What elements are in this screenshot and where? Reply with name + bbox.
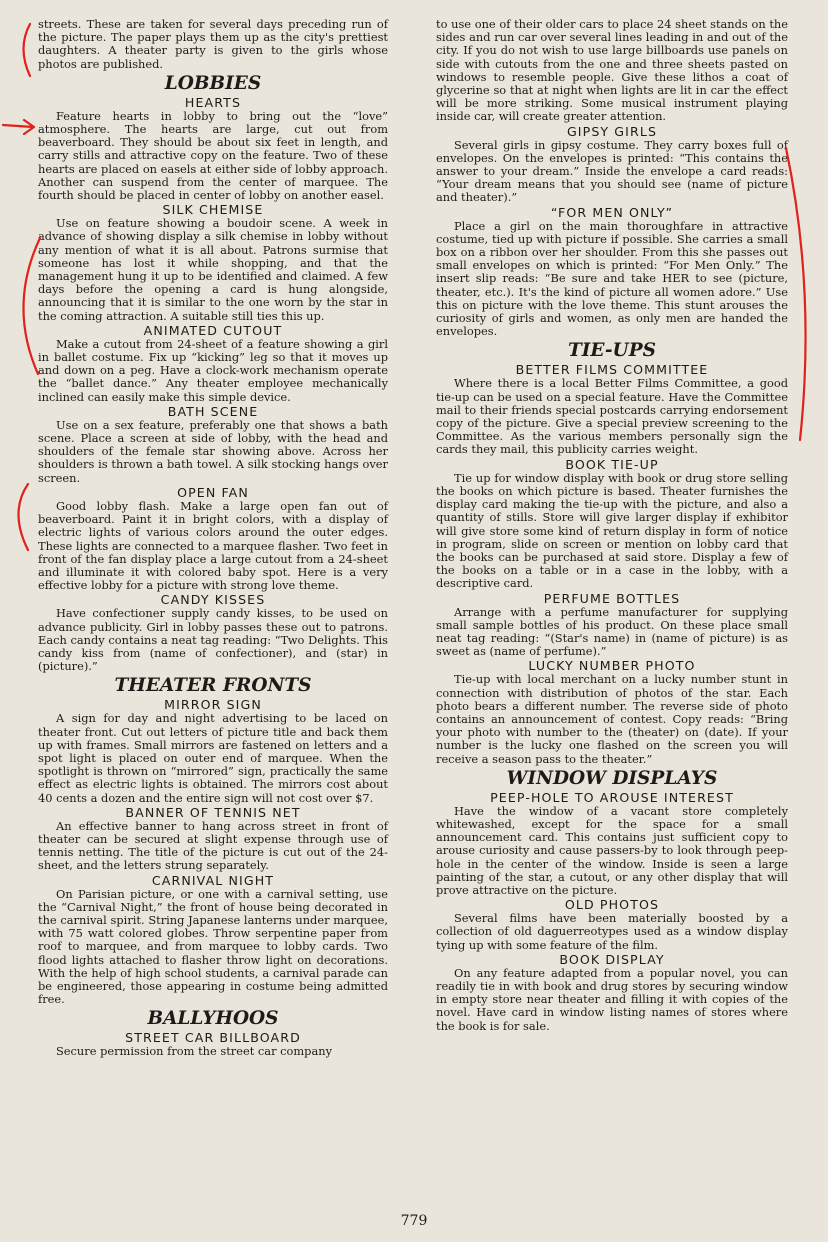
article-paragraph: Use on a sex feature, preferably one that shows a bath scene. Place a screen at side of lobby, with the head and shoulders of the female star showing above. Across her shoulders is thrown a bath towel. A silk stocking hangs over screen. <box>38 417 388 485</box>
bracket-mark-top <box>24 24 31 76</box>
article-paragraph: Where there is a local Better Films Committee, a good tie-up can be used on a special feature. Have the Committee mail to their friends special postcards carrying endorsement copy of the picture. Give a special preview screening to the Committee. As the various members personally sign the cards they mail, this publicity carries weight. <box>436 376 788 457</box>
article-heading: LUCKY NUMBER PHOTO <box>528 658 696 674</box>
article-paragraph: Make a cutout from 24-sheet of a feature showing a girl in ballet costume. Fix up “kicking” leg so that it moves up and down on a peg. Have a clock-work mechanism operate the “ballet dance.” Any theater employee mechanically inclined can easily make this simple device. <box>38 336 388 404</box>
arrow-mark-hearts <box>3 120 34 134</box>
article-paragraph: to use one of their older cars to place 24 sheet stands on the sides and run car over several lines leading in and out of the city. If you do not wish to use large billboards use panels on side with cutouts from the one and three sheets pasted on windows to resemble people. Give these lithos a coat of glycerine so that at night when lights are lit in car the effect will be more striking. Some musical instrument playing inside car, will create greater attention. <box>436 17 788 124</box>
article-heading: BATH SCENE <box>167 403 259 419</box>
article-paragraph: Place a girl on the main thoroughfare in attractive costume, tied up with picture if possible. She carries a small box on a ribbon over her shoulder. From this she passes out small envelopes on which is printed: “For Men Only.” The insert slip reads: “Be sure and take HER to see (picture, theater, etc.). It's the kind of picture all women adore.” Use this on picture with the love theme. This stunt arouses the curiosity of girls and women, as only men are handed the envelopes. <box>436 218 788 339</box>
article-paragraph: Tie-up with local merchant on a lucky number stunt in connection with distribution of photos of the star. Each photo bears a different number. The reverse side of photo contains an announcement of contest. Copy reads: “Bring your photo with number to the (theater) on (date). If your number is the lucky one flashed on the screen you will receive a season pass to the theater.” <box>436 672 788 766</box>
article-paragraph: Several girls in gipsy costume. They carry boxes full of envelopes. On the envelopes is printed: “This contains the answer to your dream.” Inside the envelope a card reads: “Your dream means that you should see (name of picture and theater).” <box>436 137 788 205</box>
article-heading: CARNIVAL NIGHT <box>151 872 275 888</box>
section-title: TIE-UPS <box>568 340 656 362</box>
article-paragraph: Have the window of a vacant store completely whitewashed, except for the space for a small announcement card. This contains just sufficient copy to arouse curiosity and cause passers-by to look through peep-hole in the center of the window. Inside is seen a large painting of the star, a cutout, or any other display that will prove attractive on the picture. <box>436 803 788 897</box>
article-heading: BOOK DISPLAY <box>559 951 665 967</box>
article-paragraph: On Parisian picture, or one with a carnival setting, use the “Carnival Night,” the front of house being decorated in the carnival spirit. String Japanese lanterns under marquee, with 75 watt colored globes. Throw serpentine paper from roof to marquee, and from marquee to lobby cards. Two flood lights attached to flasher throw light on decorations. With the help of high school students, a carnival parade can be engineered, those appearing in costume being admitted free. <box>38 886 388 1007</box>
article-heading: PERFUME BOTTLES <box>543 590 681 606</box>
page-number: 779 <box>400 1213 428 1229</box>
article-heading: STREET CAR BILLBOARD <box>125 1030 301 1046</box>
article-paragraph: Use on feature showing a boudoir scene. A week in advance of showing display a silk chemise in lobby without any mention of what it is all about. Patrons surmise that someone has lost it while shopping, and that the management hung it up to be identified and claimed. A few days before the opening a card is hung alongside, announcing that it is similar to the one worn by the star in the coming attraction. A suitable still ties this up. <box>38 216 388 323</box>
article-heading: BOOK TIE-UP <box>565 456 659 472</box>
article-paragraph: Have confectioner supply candy kisses, to be used on advance publicity. Girl in lobby passes these out to patrons. Each candy contains a neat tag reading: “Two Delights. This candy kiss from (name of confectioner), and (star) in (picture).” <box>38 606 388 674</box>
article-heading: BANNER OF TENNIS NET <box>125 804 301 820</box>
bracket-mark-silk-chemise <box>23 238 40 374</box>
article-heading: CANDY KISSES <box>160 592 266 608</box>
section-title: LOBBIES <box>164 72 262 94</box>
article-paragraph: Good lobby flash. Make a large open fan out of beaverboard. Paint it in bright colors, with a display of electric lights of various colors around the outer edges. These lights are connected to a marquee flasher. Two feet in front of the fan display place a large cutout from a 24-sheet and illuminate it with colored baby spot. Here is a very effective lobby for a picture with strong love theme. <box>38 498 388 593</box>
article-heading: HEARTS <box>184 94 242 110</box>
article-paragraph: Tie up for window display with book or drug store selling the books on which picture is based. Theater furnishes the display card making the tie-up with the picture, and also a quantity of stills. Store will give larger display if exhibitor will give store some kind of return display in form of notice in program, slide on screen or mention on lobby card that the books can be purchased at said store. Display a few of the books on a table or in a case in the lobby, with a descriptive card. <box>436 470 788 591</box>
article-heading: BETTER FILMS COMMITTEE <box>515 362 709 378</box>
article-heading: GIPSY GIRLS <box>566 123 658 139</box>
bracket-mark-bath-scene <box>19 484 29 550</box>
article-paragraph: Secure permission from the street car company <box>56 1044 333 1059</box>
article-paragraph: On any feature adapted from a popular novel, you can readily tie in with book and drug stores by securing window in empty store near theater and filling it with copies of the novel. Have card in window listing names of stores where the book is for sale. <box>436 965 788 1033</box>
section-title: BALLYHOOS <box>147 1008 279 1030</box>
article-paragraph: streets. These are taken for several days preceding run of the picture. The paper plays them up as the city's prettiest daughters. A theater party is given to the girls whose photos are published. <box>38 17 388 71</box>
article-paragraph: Feature hearts in lobby to bring out the “love” atmosphere. The hearts are large, cut out from beaverboard. They should be about six feet in length, and carry stills and attractive copy on the feature. Two of these hearts are placed on easels at either side of lobby approach. Another can suspend from the center of marquee. The fourth should be placed in center of lobby on another easel. <box>38 108 388 203</box>
article-heading: MIRROR SIGN <box>164 697 262 713</box>
article-heading: ANIMATED CUTOUT <box>143 322 283 338</box>
article-heading: “FOR MEN ONLY” <box>550 204 674 220</box>
article-heading: PEEP-HOLE TO AROUSE INTEREST <box>490 789 734 805</box>
article-paragraph: Arrange with a perfume manufacturer for supplying small sample bottles of his product. On these place small neat tag reading: “(Star's name) in (name of picture) is as sweet as (name of perfume).” <box>436 604 788 659</box>
article-paragraph: A sign for day and night advertising to be laced on theater front. Cut out letters of picture title and back them up with frames. Small mirrors are fastened on letters and a spot light is placed on outer end of marquee. When the spotlight is thrown on “mirrored” sign, practically the same effect as electric lights is obtained. The mirrors cost about 40 cents a dozen and the entire sign will not cost over $7. <box>38 711 388 805</box>
article-heading: OPEN FAN <box>177 484 249 500</box>
article-heading: OLD PHOTOS <box>564 897 660 913</box>
bracket-mark-right-column <box>786 148 806 440</box>
article-paragraph: Several films have been materially boosted by a collection of old daguerreotypes used as a window display tying up with some feature of the film. <box>436 911 788 952</box>
section-title: THEATER FRONTS <box>114 675 312 697</box>
article-paragraph: An effective banner to hang across street in front of theater can be secured at slight expense through use of tennis netting. The title of the picture is cut out of the 24-sheet, and the letters strung separately. <box>38 818 388 873</box>
article-heading: SILK CHEMISE <box>162 202 264 218</box>
section-title: WINDOW DISPLAYS <box>506 767 718 789</box>
